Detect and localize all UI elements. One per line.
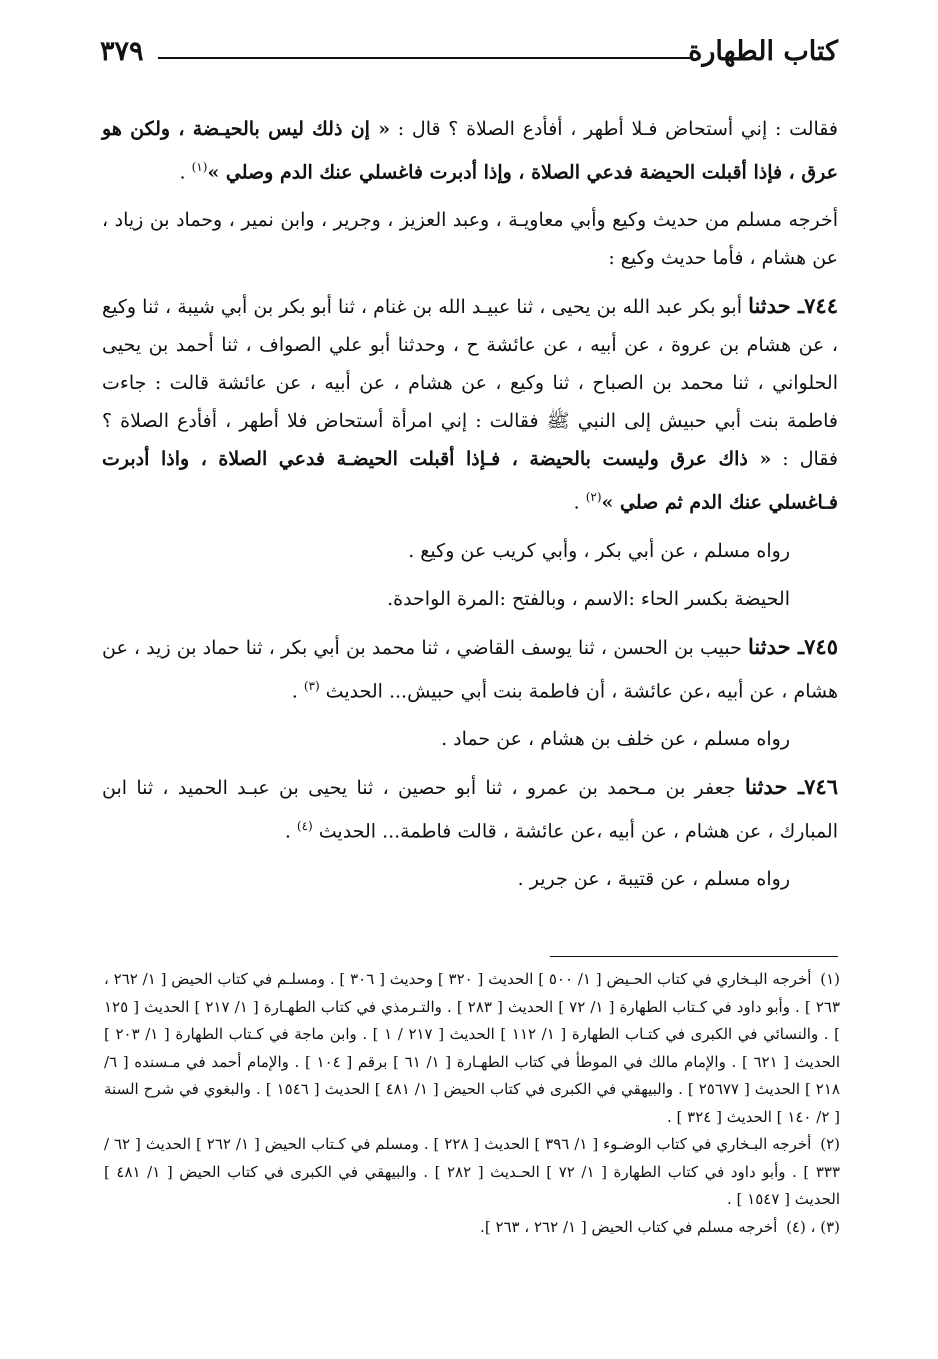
footnote-separator [550, 956, 838, 957]
page-header [100, 32, 838, 80]
riwaya-746: رواه مسلم ، عن قتيبة ، عن جرير . [517, 868, 790, 891]
hadith-keyword: ـ حدثنا [748, 293, 805, 319]
footnote-2 [104, 1131, 840, 1214]
footnote-marker: (٢) [820, 1135, 840, 1153]
paragraph-takhrij: أخرجه مسلم من حديث وكيع وأبي معاويـة ، وعبد العزيز ، وجرير ، وابن نمير ، وحماد بن زياد ، عن هشام ، فأما حديث وكيع : [102, 209, 838, 270]
footnote-1 [104, 966, 840, 1131]
lexical-note: الحيضة بكسر الحاء :الاسم ، وبالفتح :المرة الواحدة. [387, 587, 790, 610]
riwaya-744: رواه مسلم ، عن أبي بكر ، وأبي كريب عن وكيع . [408, 539, 790, 562]
book-title: كتاب الطهارة [688, 36, 838, 67]
hadith-number: ٧٤٦ [804, 773, 838, 799]
footnotes [104, 966, 840, 1241]
footnote-ref[interactable]: (٣) [303, 678, 320, 693]
footnote-3-4 [104, 1214, 840, 1242]
prophetic-saying: « إن ذلك ليس بالحيـضة ، ولكن هو عرق ، فإذا أقبلت الحيضة فدعي الصلاة ، وإذا أدبرت فاغسلي عنك الدم وصلي » [102, 118, 838, 184]
hadith-746 [102, 768, 838, 850]
footnote-text: أخرجه البـخاري في كتاب الحـيض [ ١/ ٥٠٠ ] الحديث [ ٣٢٠ ] وحديث [ ٣٠٦ ] . ومسلـم في كتاب الحيض [ ١/ ٢٦٢ ، ٢٦٣ ] . وأبو داود في كـتاب الطهارة [ ١/ ٧٢ ] الحديث [ ٢٨٣ ] . والتـرمذي في كتاب الطهـارة [ ١/ ٢١٧ ] الحديث [ ١٢٥ ] . والنسائي في الكبرى في كتـاب الطهارة [ ١/ ١١٢ ] الحديث [ ٢١٧ / ١ ] . وابن ماجة في كـتاب الطهارة [ ١/ ٢٠٣ ] الحديث [ ٦٢١ ] . والإمام مالك في الموطأ في كتاب الطهـارة [ ١/ ٦١ ] برقم [ ١٠٤ ] . والإمام أحمد في مـسنده [ ٦/ ٢١٨ ] الحديث [ ٢٥٦٧٧ ] . والبيهقي في الكبرى في كتاب الحيض [ ١/ ٤٨١ ] الحديث [ ١٥٤٦ ] . والبغوي في شرح السنة [ ٢/ ١٤٠ ] الحديث [ ٣٢٤ ] . [104, 970, 841, 1126]
page-number: ٣٧٩ [100, 36, 144, 67]
paragraph-end: . [573, 491, 586, 514]
paragraph-end: . [284, 820, 297, 843]
hadith-text: جعفر بن مـحمد بن عمرو ، ثنا أبو حصين ، ثنا يحيى بن عبـد الحميد ، ثنا ابن المبارك ، عن هشام ، عن أبيه ،عن عائشة ، قالت فاطمة... الحديث [102, 776, 838, 843]
hadith-text: أبو بكر عبد الله بن يحيى ، ثنا عبيـد الله بن غنام ، ثنا أبو بكر بن أبي شيبة ، ثنا وكيع ، عن هشام بن عروة ، عن أبيه ، عن عائشة ح ، وحدثنا أبو علي الصواف ، ثنا أحمد بن يحيى الحلواني ، ثنا محمد بن الصباح ، ثنا وكيع ، عن هشام ، عن أبيه ، عن عائشة قالت : جاءت فاطمة بنت أبي حبيش إلى النبي ﷺ فقالت : إني امرأة أستحاض فلا أطهر ، أفأدع الصلاة ؟ فقال : [102, 296, 838, 471]
footnote-text: أخرجه مسلم في كتاب الحيض [ ١/ ٢٦٢ ، ٢٦٣ ]. [480, 1217, 778, 1236]
footnote-ref[interactable]: (٤) [296, 818, 313, 833]
footnote-ref[interactable]: (٢) [585, 490, 602, 505]
hadith-number: ٧٤٤ [804, 293, 838, 319]
paragraph-continuation [102, 110, 838, 191]
footnote-text: أخرجه البـخاري في كتاب الوضـوء [ ١/ ٣٩٦ ] الحديث [ ٢٢٨ ] . ومسلم في كـتاب الحيض [ ١/ ٢٦٢ ] الحديث [ ٦٢ / ٣٣٣ ] . وأبو داود في كتاب الطهارة [ ١/ ٧٢ ] الحـديث [ ٢٨٢ ] . والبيهقي في الكبرى في كتاب الحيض [ ١/ ٤٨١ ] الحديث [ ١٥٤٧ ] . [104, 1135, 840, 1208]
paragraph-text: فقالت : إني أستحاض فـلا أطهر ، أفأدع الصلاة ؟ قال : [390, 118, 838, 140]
riwaya-745: رواه مسلم ، عن خلف بن هشام ، عن حماد . [441, 727, 790, 750]
hadith-number: ٧٤٥ [804, 633, 838, 659]
hadith-text: حبيب بن الحسن ، ثنا يوسف القاضي ، ثنا محمد بن أبي بكر ، ثنا حماد بن زيد ، عن هشام ، عن أبيه ،عن عائشة ، أن فاطمة بنت أبي حبيش... الحديث [102, 636, 838, 702]
header-rule [158, 57, 690, 59]
hadith-745 [102, 628, 838, 710]
paragraph-end: . [179, 161, 192, 184]
footnote-ref[interactable]: (١) [191, 160, 208, 174]
prophetic-saying: « ذاك عرق وليست بالحيضة ، فـإذا أقبلت الحيضـة فدعي الصلاة ، واذا أدبرت فـاغسلي عنك الدم ثم صلي » [102, 448, 838, 514]
footnote-marker: (٣) ، (٤) [786, 1217, 840, 1236]
main-text [102, 110, 838, 908]
hadith-744 [102, 287, 838, 521]
footnote-marker: (١) [820, 970, 841, 988]
hadith-keyword: ـ حدثنا [744, 773, 805, 799]
paragraph-end: . [291, 679, 304, 702]
hadith-keyword: ـ حدثنا [747, 633, 805, 659]
